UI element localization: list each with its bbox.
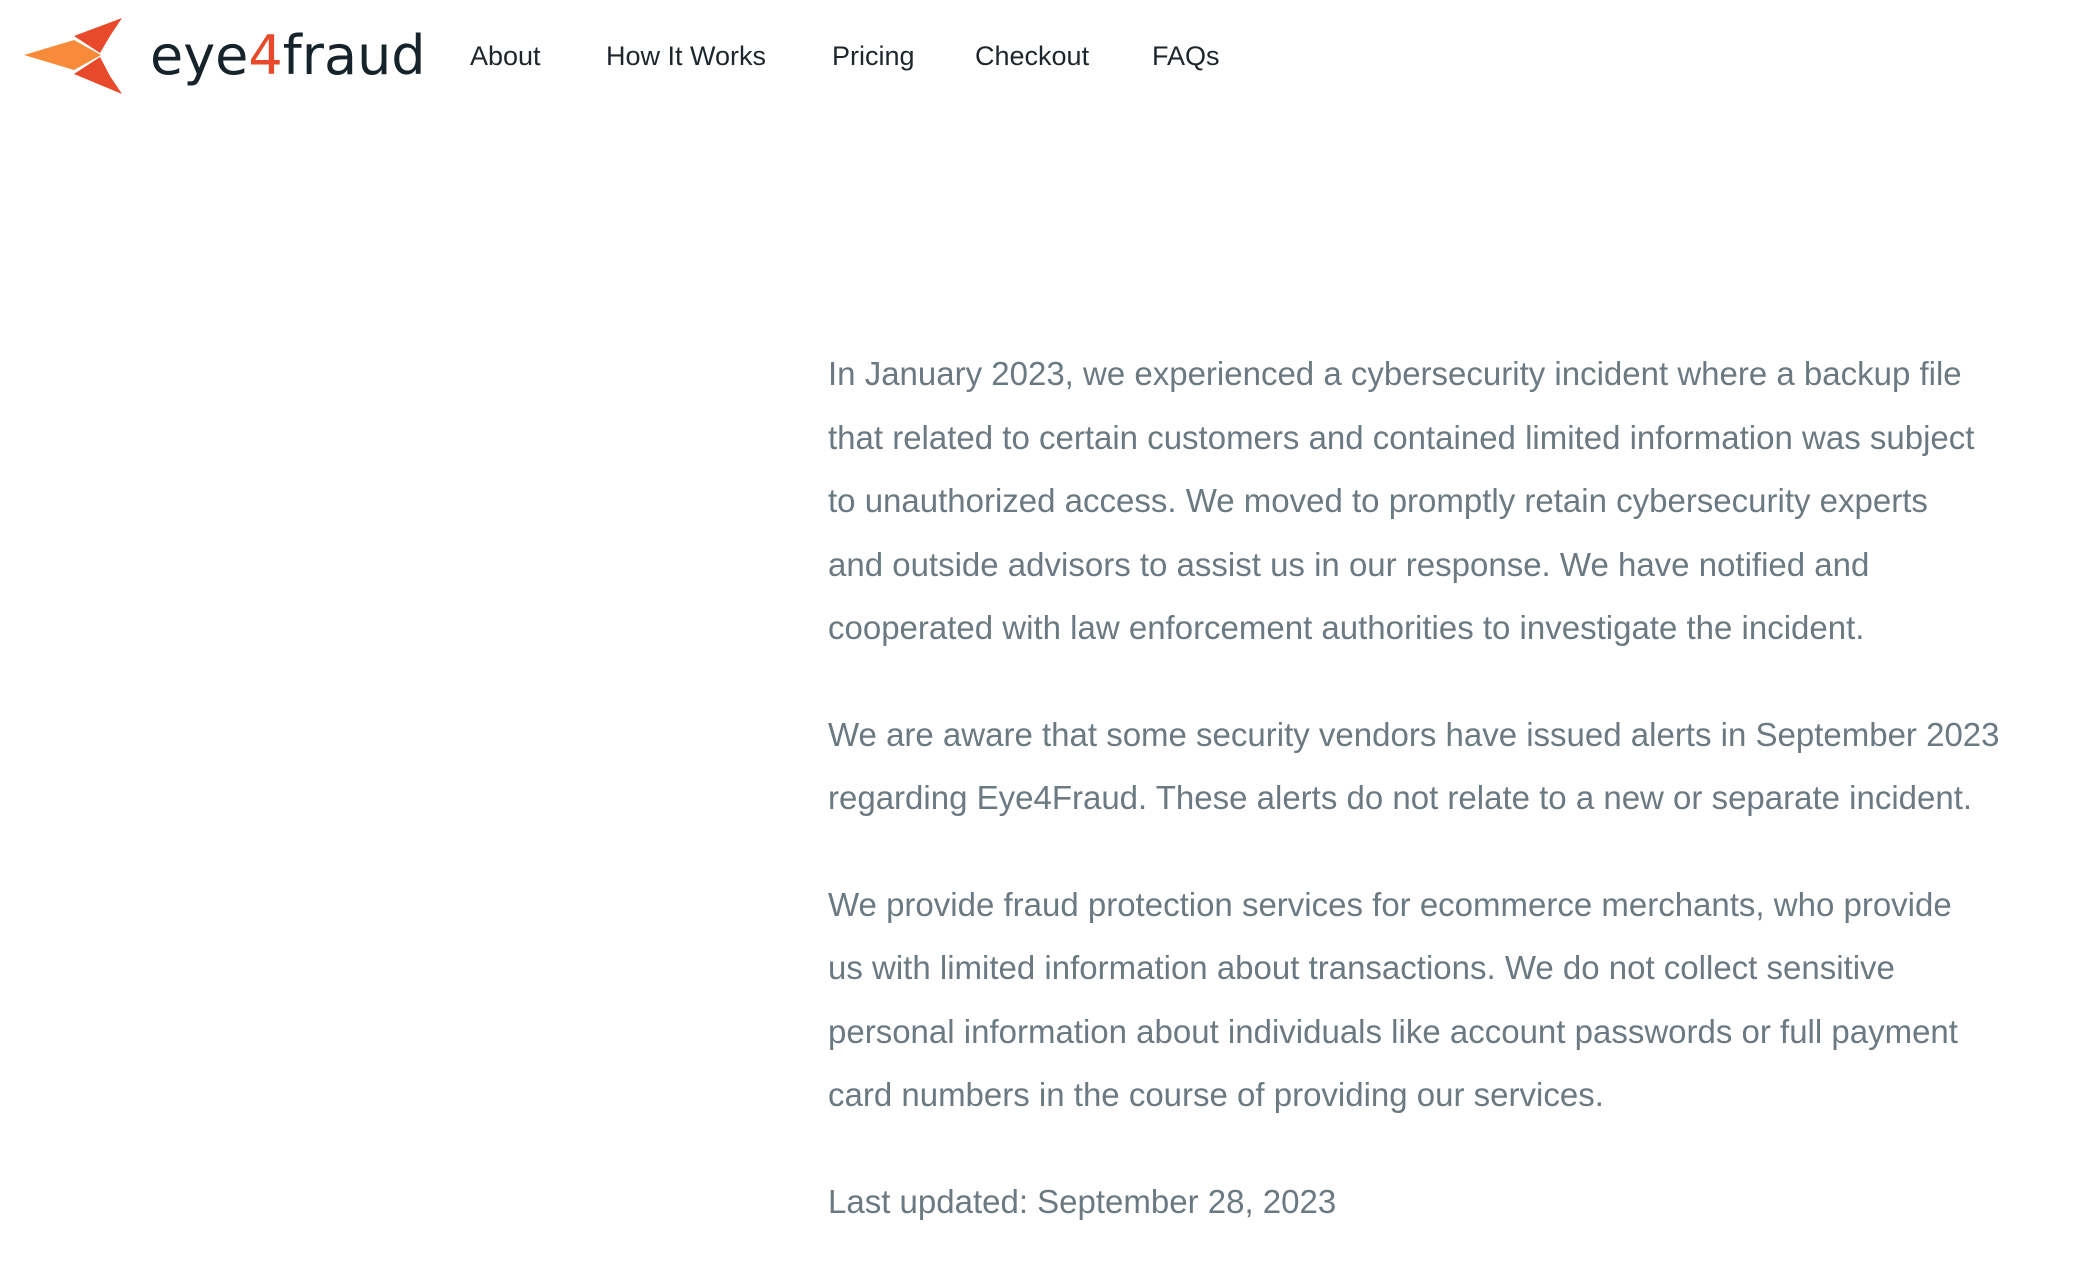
last-updated-text: Last updated: September 28, 2023 — [828, 1182, 1337, 1220]
text-line: and outside advisors to assist us in our response. We have notified and — [828, 545, 1870, 583]
text-line: card numbers in the course of providing our services. — [828, 1076, 1604, 1113]
nav-pricing[interactable]: Pricing — [832, 41, 915, 71]
nav-how-it-works[interactable]: How It Works — [606, 41, 767, 71]
text-line: We are aware that some security vendors have issued alerts in September 2023 — [828, 715, 2000, 753]
paragraph-incident — [828, 348, 2058, 666]
logo-wordmark: eye4fraud — [150, 24, 426, 87]
logo-arrow-icon — [22, 18, 132, 96]
incident-notice — [828, 348, 2058, 1282]
last-updated — [828, 1176, 2058, 1240]
nav-about[interactable]: About — [470, 41, 541, 71]
text-line: We provide fraud protection services for ecommerce merchants, who provide — [828, 885, 1952, 923]
text-line: personal information about individuals like account passwords or full payment — [828, 1012, 1958, 1050]
nav-checkout[interactable]: Checkout — [975, 41, 1090, 71]
text-line: that related to certain customers and contained limited information was subject — [828, 418, 1975, 456]
nav-faqs[interactable]: FAQs — [1152, 41, 1220, 71]
text-line: us with limited information about transactions. We do not collect sensitive — [828, 949, 1895, 986]
text-line: to unauthorized access. We moved to promptly retain cybersecurity experts — [828, 482, 1928, 519]
text-line: cooperated with law enforcement authorities to investigate the incident. — [828, 609, 1865, 646]
site-header — [0, 0, 2084, 115]
paragraph-vendor-alerts — [828, 709, 2058, 836]
text-line: regarding Eye4Fraud. These alerts do not relate to a new or separate incident. — [828, 779, 1973, 816]
eye4fraud-logo[interactable] — [22, 18, 426, 96]
text-line: In January 2023, we experienced a cybersecurity incident where a backup file — [828, 355, 1962, 392]
paragraph-services — [828, 879, 2058, 1133]
